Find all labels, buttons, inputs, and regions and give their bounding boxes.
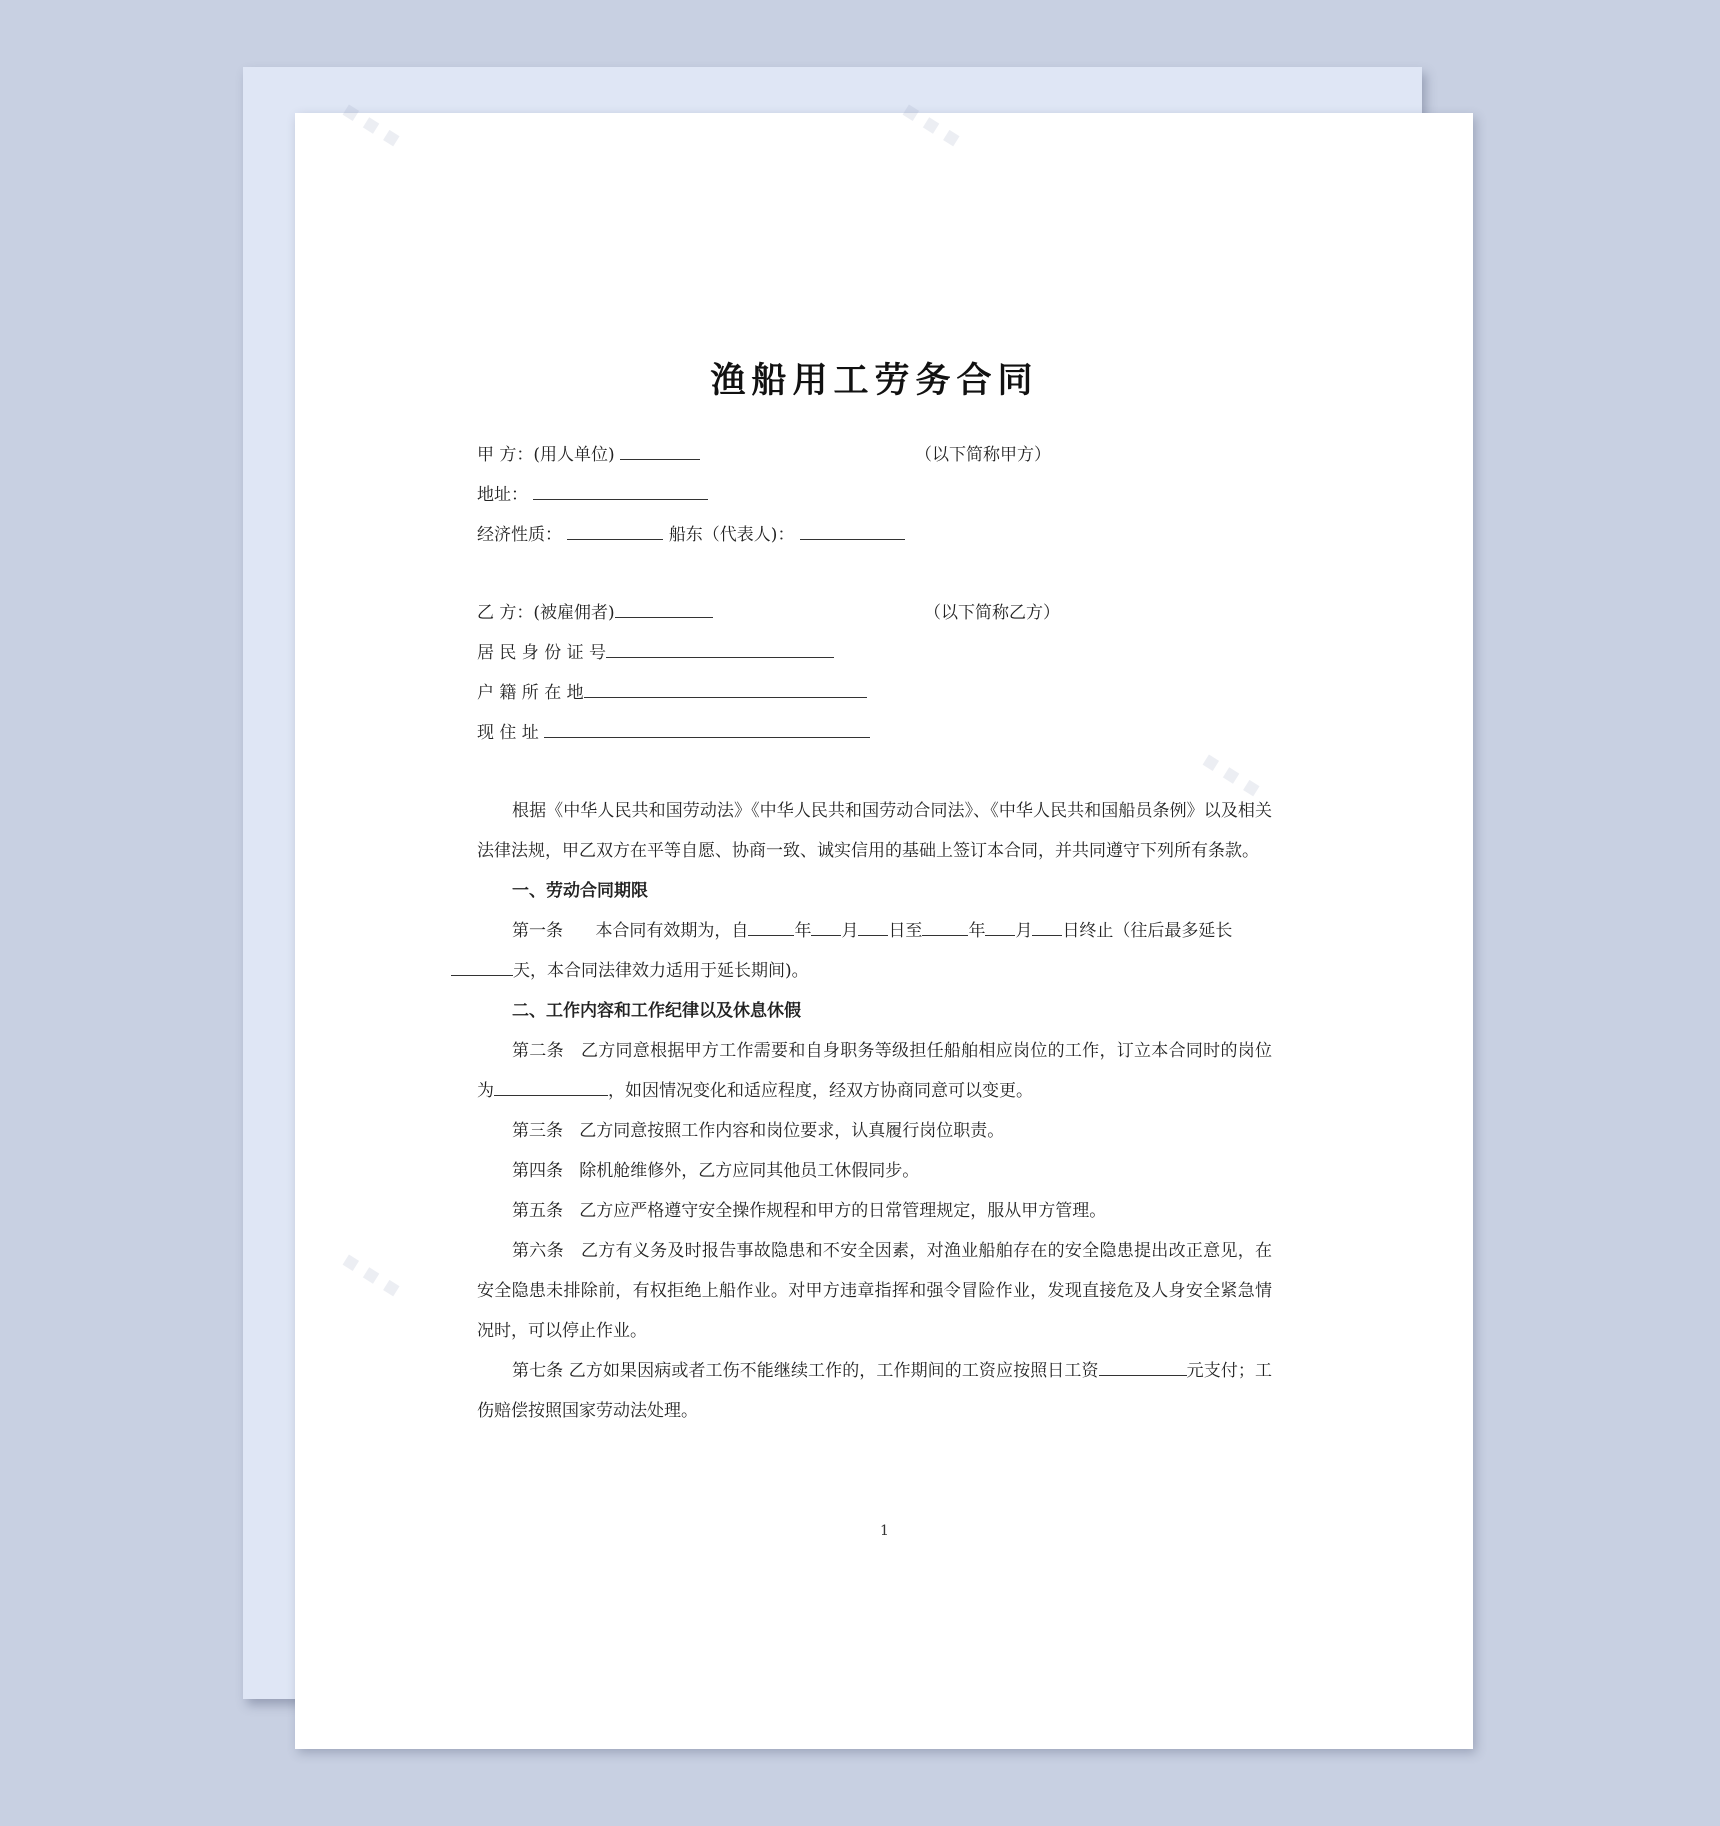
article-6-label: 第六条 [512, 1241, 564, 1261]
document-title: 渔船用工劳务合同 [710, 360, 1039, 401]
household-line [477, 673, 1272, 713]
article-2-text-b: ，如因情况变化和适应程度，经双方协商同意可以变更。 [608, 1081, 1033, 1101]
household-blank [584, 675, 867, 698]
section1-heading: 一、劳动合同期限 [512, 881, 648, 901]
article-5-text: 乙方应严格遵守安全操作规程和甲方的日常管理规定，服从甲方管理。 [579, 1201, 1107, 1221]
article-2-label: 第二条 [512, 1041, 564, 1061]
article-3 [477, 1111, 1272, 1151]
id-line [477, 633, 1272, 673]
year-label: 年 [794, 921, 812, 941]
article-7 [477, 1351, 1272, 1431]
owner-label: 船东（代表人)： [668, 525, 795, 545]
party-b-label: 乙 方：(被雇佣者) [477, 603, 615, 623]
month-label: 月 [841, 921, 859, 941]
day-end-label: 日终止（往后最多延长 [1062, 921, 1233, 941]
party-a-label: 甲 方：(用人单位) [477, 445, 615, 465]
party-a-note: （以下简称甲方） [915, 445, 1051, 465]
article-5-label: 第五条 [512, 1201, 563, 1221]
article-2 [477, 1031, 1272, 1111]
article-7-text-a: 乙方如果因病或者工伤不能继续工作的，工作期间的工资应按照日工资 [568, 1361, 1099, 1381]
page-number: 1 [880, 1523, 889, 1539]
party-b-blank [615, 595, 713, 618]
article-6-text: 乙方有义务及时报告事故隐患和不安全因素，对渔业船舶存在的安全隐患提出改正意见，在安全隐患未排除前，有权拒绝上船作业。对甲方违章指挥和强令冒险作业，发现直接危及人身安全紧急情况时，可以停止作业。 [477, 1241, 1273, 1341]
id-blank [606, 635, 834, 658]
article-6 [477, 1231, 1272, 1351]
blank [811, 913, 841, 936]
section2-heading: 二、工作内容和工作纪律以及休息休假 [512, 1001, 801, 1021]
article-1-text-b: 天，本合同法律效力适用于延长期间)。 [513, 961, 809, 981]
day-to-label: 日至 [888, 921, 923, 941]
article-4-text: 除机舱维修外，乙方应同其他员工休假同步。 [579, 1161, 920, 1181]
article-2-text-a: 乙方同意根据甲方工作需要和自身职务等级担任船舶相应岗位的工作，订立本合同时的岗位为 [477, 1041, 1273, 1101]
residence-line [477, 713, 1272, 753]
spacer [477, 555, 1272, 593]
article-1-label: 第一条 [512, 921, 563, 941]
blank [858, 913, 888, 936]
month-label-2: 月 [1015, 921, 1033, 941]
address-label: 地址： [477, 485, 528, 505]
article-1 [477, 911, 1272, 991]
household-label: 户 籍 所 在 地 [477, 683, 584, 703]
party-a-line [477, 435, 1272, 475]
econ-blank [567, 517, 663, 540]
party-b-note: （以下简称乙方） [924, 603, 1060, 623]
preamble-paragraph: 根据《中华人民共和国劳动法》《中华人民共和国劳动合同法》、《中华人民共和国船员条例》以及相关法律法规，甲乙双方在平等自愿、协商一致、诚实信用的基础上签订本合同，并共同遵守下列所有条款。 [477, 801, 1272, 861]
blank [451, 953, 513, 976]
article-4 [477, 1151, 1272, 1191]
id-label: 居 民 身 份 证 号 [477, 643, 607, 663]
article-4-label: 第四条 [512, 1161, 563, 1181]
address-blank [533, 477, 708, 500]
residence-blank [544, 715, 870, 738]
party-a-blank [620, 437, 700, 460]
address-line [477, 475, 1272, 515]
blank [1032, 913, 1062, 936]
article-7-label: 第七条 [512, 1361, 564, 1381]
document-page [295, 113, 1473, 1749]
spacer [477, 753, 1272, 791]
article-3-text: 乙方同意按照工作内容和岗位要求，认真履行岗位职责。 [579, 1121, 1005, 1141]
blank [985, 913, 1015, 936]
wage-blank [1099, 1353, 1187, 1376]
owner-blank [800, 517, 905, 540]
article-5 [477, 1191, 1272, 1231]
residence-label: 现 住 址 [477, 723, 539, 743]
document-content [477, 357, 1272, 1431]
year-label-2: 年 [968, 921, 986, 941]
blank [922, 913, 968, 936]
econ-line [477, 515, 1272, 555]
article-3-label: 第三条 [512, 1121, 563, 1141]
econ-label: 经济性质： [477, 525, 562, 545]
position-blank [494, 1073, 608, 1096]
party-b-line [477, 593, 1272, 633]
article-7-text-b: 元支付；工伤赔偿按照国家劳动法处理。 [477, 1361, 1273, 1421]
blank [748, 913, 794, 936]
article-1-text-a: 本合同有效期为，自 [595, 921, 749, 941]
